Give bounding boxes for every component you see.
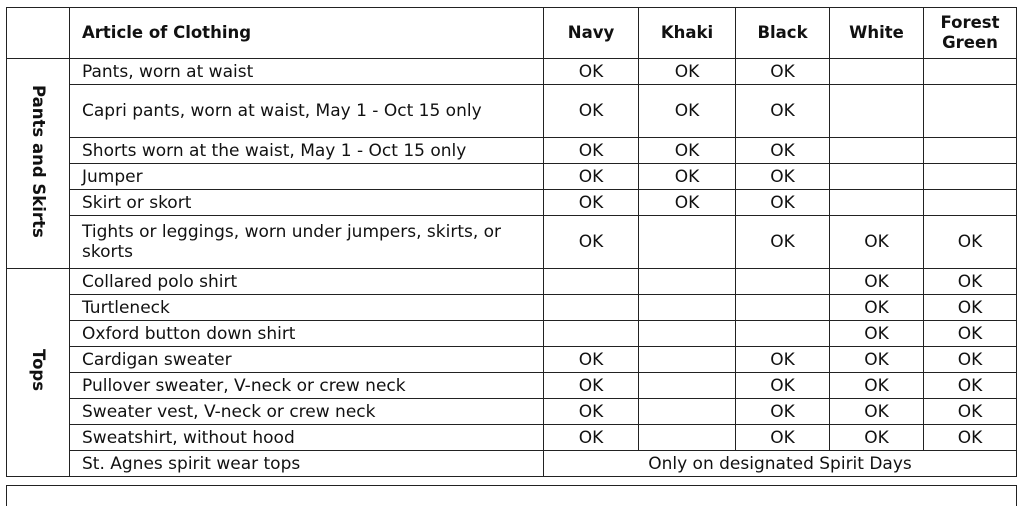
- cell-navy: OK: [544, 373, 639, 399]
- cell-white: OK: [830, 373, 924, 399]
- cell-navy: OK: [544, 190, 639, 216]
- cell-black: OK: [736, 216, 830, 269]
- article-column-header: Article of Clothing: [70, 8, 544, 59]
- cell-white: [830, 59, 924, 85]
- table-row: [7, 269, 1017, 295]
- group-label-cell: [7, 269, 70, 477]
- color-header-navy: Navy: [544, 8, 639, 59]
- cell-white: OK: [830, 347, 924, 373]
- article-cell: Capri pants, worn at waist, May 1 - Oct 15 only: [70, 85, 544, 138]
- cell-black: OK: [736, 59, 830, 85]
- cell-navy: OK: [544, 399, 639, 425]
- cell-forest-green: [924, 138, 1017, 164]
- table-row: [7, 399, 1017, 425]
- article-cell: Oxford button down shirt: [70, 321, 544, 347]
- corner-cell: [7, 8, 70, 59]
- cell-khaki: [639, 295, 736, 321]
- cell-navy: [544, 295, 639, 321]
- cell-khaki: [639, 399, 736, 425]
- cell-navy: OK: [544, 216, 639, 269]
- cell-black: OK: [736, 190, 830, 216]
- article-cell: Cardigan sweater: [70, 347, 544, 373]
- cell-navy: OK: [544, 59, 639, 85]
- article-cell: Turtleneck: [70, 295, 544, 321]
- cell-navy: OK: [544, 347, 639, 373]
- cell-black: OK: [736, 373, 830, 399]
- group-label-cell: [7, 59, 70, 269]
- cell-black: [736, 269, 830, 295]
- cell-navy: [544, 321, 639, 347]
- cell-khaki: [639, 321, 736, 347]
- cell-khaki: OK: [639, 190, 736, 216]
- table-row: [7, 59, 1017, 85]
- table-row: [7, 347, 1017, 373]
- table-row: [7, 295, 1017, 321]
- article-cell: Pants, worn at waist: [70, 59, 544, 85]
- table-row: [7, 138, 1017, 164]
- cell-khaki: OK: [639, 164, 736, 190]
- table-row: [7, 85, 1017, 138]
- cell-khaki: OK: [639, 59, 736, 85]
- cell-forest-green: [924, 190, 1017, 216]
- cell-white: OK: [830, 269, 924, 295]
- spirit-days-note: Only on designated Spirit Days: [544, 451, 1017, 477]
- cell-black: OK: [736, 164, 830, 190]
- cell-black: OK: [736, 399, 830, 425]
- cell-forest-green: OK: [924, 399, 1017, 425]
- cell-forest-green: OK: [924, 321, 1017, 347]
- cell-white: OK: [830, 425, 924, 451]
- table-row: [7, 321, 1017, 347]
- cell-navy: OK: [544, 85, 639, 138]
- article-cell: Sweater vest, V-neck or crew neck: [70, 399, 544, 425]
- header-row: [7, 8, 1017, 59]
- cell-forest-green: [924, 59, 1017, 85]
- cell-navy: [544, 269, 639, 295]
- article-cell: Pullover sweater, V-neck or crew neck: [70, 373, 544, 399]
- cell-khaki: [639, 425, 736, 451]
- cell-khaki: OK: [639, 85, 736, 138]
- color-header-black: Black: [736, 8, 830, 59]
- cell-black: OK: [736, 138, 830, 164]
- cell-forest-green: OK: [924, 216, 1017, 269]
- cell-navy: OK: [544, 164, 639, 190]
- cell-forest-green: [924, 164, 1017, 190]
- cell-white: [830, 190, 924, 216]
- table-row: [7, 216, 1017, 269]
- cell-khaki: [639, 347, 736, 373]
- cell-khaki: [639, 373, 736, 399]
- cell-black: OK: [736, 425, 830, 451]
- cell-navy: OK: [544, 138, 639, 164]
- cell-black: OK: [736, 347, 830, 373]
- table-row: [7, 373, 1017, 399]
- cell-khaki: [639, 269, 736, 295]
- article-cell: Sweatshirt, without hood: [70, 425, 544, 451]
- cell-forest-green: OK: [924, 425, 1017, 451]
- article-cell: Jumper: [70, 164, 544, 190]
- cell-white: [830, 85, 924, 138]
- group-label: Pants and Skirts: [29, 84, 48, 238]
- cell-forest-green: [924, 85, 1017, 138]
- cell-white: OK: [830, 399, 924, 425]
- cell-white: [830, 164, 924, 190]
- cell-forest-green: OK: [924, 347, 1017, 373]
- cell-forest-green: OK: [924, 295, 1017, 321]
- cell-khaki: [639, 216, 736, 269]
- article-cell: Collared polo shirt: [70, 269, 544, 295]
- cell-khaki: OK: [639, 138, 736, 164]
- cell-black: OK: [736, 85, 830, 138]
- cell-black: [736, 321, 830, 347]
- dress-code-table: [6, 7, 1017, 477]
- article-cell: Shorts worn at the waist, May 1 - Oct 15 only: [70, 138, 544, 164]
- table-row: [7, 190, 1017, 216]
- article-cell: Tights or leggings, worn under jumpers, skirts, or skorts: [70, 216, 544, 269]
- article-cell: St. Agnes spirit wear tops: [70, 451, 544, 477]
- table-row: [7, 425, 1017, 451]
- group-label: Tops: [29, 348, 48, 392]
- color-header-forest-green: Forest Green: [924, 8, 1017, 59]
- cell-black: [736, 295, 830, 321]
- cell-white: OK: [830, 321, 924, 347]
- article-cell: Skirt or skort: [70, 190, 544, 216]
- cell-white: OK: [830, 216, 924, 269]
- cell-white: [830, 138, 924, 164]
- cell-navy: OK: [544, 425, 639, 451]
- table-row: [7, 164, 1017, 190]
- next-section-box: [6, 485, 1017, 506]
- color-header-white: White: [830, 8, 924, 59]
- table-row: [7, 451, 1017, 477]
- cell-forest-green: OK: [924, 269, 1017, 295]
- cell-white: OK: [830, 295, 924, 321]
- cell-forest-green: OK: [924, 373, 1017, 399]
- color-header-khaki: Khaki: [639, 8, 736, 59]
